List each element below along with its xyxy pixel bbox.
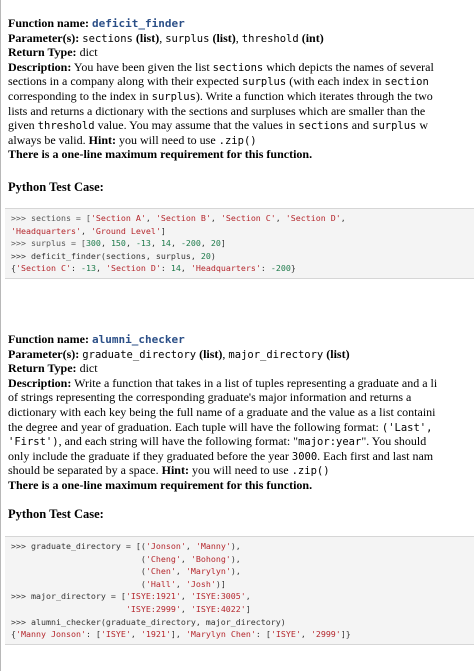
- description-line: [8, 104, 474, 119]
- desc-text: value. You may assume that the values in: [94, 118, 299, 133]
- return-type-line: [8, 361, 474, 376]
- function-name-line: [8, 16, 474, 31]
- desc-code: threshold: [37, 120, 95, 133]
- description-line: [8, 449, 474, 464]
- return-type-value: dict: [79, 45, 98, 60]
- desc-code: surplus: [151, 90, 196, 103]
- description-line: [8, 434, 474, 449]
- requirement-note: There is a one-line maximum requirement for this function.: [8, 477, 313, 492]
- description-line: [8, 74, 474, 89]
- desc-text: always be valid.: [8, 132, 89, 147]
- code-line: >>> deficit_finder(sections, surplus, 20): [11, 250, 216, 261]
- desc-text: you will need to use: [188, 463, 292, 478]
- code-line: ('Chen', 'Marylyn'),: [11, 566, 241, 577]
- test-case-title: Python Test Case:: [8, 180, 104, 194]
- description-label: Description:: [8, 375, 72, 390]
- desc-text: , and each string will have the following format: ": [58, 434, 299, 449]
- parameters-line: Parameter(s): sections (list), surplus (list), threshold (int): [8, 30, 324, 45]
- desc-text: only include the graduate if they graduated before the year: [8, 448, 292, 463]
- param-name: surplus: [165, 32, 210, 45]
- description-line: [8, 463, 474, 478]
- return-type-value: dict: [79, 361, 98, 376]
- description-label: Description:: [8, 59, 72, 74]
- parameters-line: Parameter(s): graduate_directory (list), major_directory (list): [8, 346, 350, 361]
- desc-code: sections: [212, 61, 264, 74]
- problem-deficit-finder: [8, 16, 474, 162]
- hint-label: Hint:: [88, 132, 116, 147]
- requirement-note: There is a one-line maximum requirement for this function.: [8, 147, 313, 162]
- problem-alumni-checker: [8, 332, 474, 493]
- desc-code: 'First'): [8, 436, 59, 449]
- code-block-deficit-finder: [5, 208, 474, 279]
- function-name-label: Function name:: [8, 16, 89, 30]
- desc-text: sections in a company along with their expected: [8, 74, 242, 89]
- description-line: [8, 405, 474, 420]
- desc-text: given: [8, 118, 38, 133]
- param-name: major_directory: [228, 348, 324, 361]
- desc-text: should be separated by a space.: [8, 463, 162, 478]
- desc-code: section: [384, 76, 429, 89]
- desc-code: surplus: [241, 76, 287, 89]
- code-block-alumni-checker: [5, 536, 474, 645]
- param-type: (list): [135, 30, 160, 45]
- param-type: (int): [301, 30, 324, 45]
- description-line: [8, 118, 474, 133]
- desc-code: ('Last',: [381, 421, 433, 434]
- desc-code: sections: [298, 120, 349, 133]
- hint-label: Hint:: [161, 463, 189, 478]
- parameters-label: Parameter(s):: [8, 30, 80, 45]
- desc-text: dictionary with each key being the full name of a graduate and the value as a list containi: [8, 404, 436, 419]
- desc-code: .zip(): [291, 465, 330, 478]
- desc-code: .zip(): [218, 134, 257, 147]
- param-name: threshold: [241, 32, 299, 45]
- desc-text: ". You should: [361, 434, 427, 449]
- code-line: >>> alumni_checker(graduate_directory, major_directory): [11, 616, 286, 627]
- description-line: [8, 133, 474, 148]
- desc-code: major:year: [298, 436, 362, 449]
- desc-text: . Each first and last nam: [317, 448, 434, 463]
- desc-text: of strings representing the corresponding graduate's major information and returns a: [8, 390, 412, 405]
- desc-text: (with each index in: [286, 74, 385, 89]
- return-type-label: Return Type:: [8, 45, 77, 60]
- description-line: [8, 376, 474, 391]
- code-line: 'Headquarters', 'Ground Level']: [11, 225, 166, 236]
- desc-text: w: [416, 118, 429, 133]
- param-type: (list): [212, 30, 236, 45]
- return-type-line: [8, 45, 474, 60]
- function-name-line: [8, 332, 474, 347]
- desc-text: which depicts the names of several: [263, 59, 434, 74]
- param-name: sections: [82, 32, 133, 45]
- code-line: >>> major_directory = ['ISYE:1921', 'ISYE:3005',: [11, 591, 251, 602]
- desc-text: You have been given the list: [73, 59, 213, 74]
- code-line: {'Manny Jonson': ['ISYE', '1921'], 'Marylyn Chen': ['ISYE', '2999']}: [11, 629, 351, 640]
- return-type-label: Return Type:: [8, 361, 77, 376]
- function-name: deficit_finder: [92, 17, 185, 30]
- code-line: ('Hall', 'Josh')]: [11, 578, 226, 589]
- function-name-label: Function name:: [8, 332, 89, 346]
- description-line: [8, 60, 474, 75]
- desc-text: lists and returns a dictionary with the sections and surpluses which are smaller than the: [8, 103, 426, 118]
- desc-text: corresponding to the index in: [8, 88, 152, 103]
- desc-text: Write a function that takes in a list of tuples representing a graduate and a li: [74, 375, 438, 390]
- desc-text: you will need to use: [116, 132, 219, 147]
- param-name: graduate_directory: [82, 348, 197, 361]
- param-type: (list): [326, 346, 350, 361]
- parameters-label: Parameter(s):: [8, 346, 80, 361]
- description-line: [8, 420, 474, 435]
- test-case-title: Python Test Case:: [8, 507, 104, 521]
- code-line: {'Section C': -13, 'Section D': 14, 'Headquarters': -200}: [11, 263, 296, 274]
- code-line: 'ISYE:2999', 'ISYE:4022']: [125, 603, 251, 614]
- desc-code: 3000: [291, 450, 318, 463]
- code-line: ('Cheng', 'Bohong'),: [11, 553, 241, 564]
- desc-text: the degree and year of graduation. Each tuple will have the following format:: [8, 419, 382, 434]
- description-line: [8, 89, 474, 104]
- desc-text: ). Write a function which iterates through the two: [195, 88, 433, 103]
- code-line: >>> surplus = [300, 150, -13, 14, -200, 20]: [11, 238, 226, 249]
- function-name: alumni_checker: [92, 333, 185, 346]
- code-line: >>> sections = ['Section A', 'Section B', 'Section C', 'Section D',: [11, 213, 346, 223]
- code-line: >>> graduate_directory = [('Jonson', 'Manny'),: [11, 541, 241, 551]
- param-type: (list): [199, 346, 223, 361]
- description-line: [8, 390, 474, 405]
- desc-code: surplus: [372, 120, 417, 133]
- desc-text: and: [348, 118, 373, 133]
